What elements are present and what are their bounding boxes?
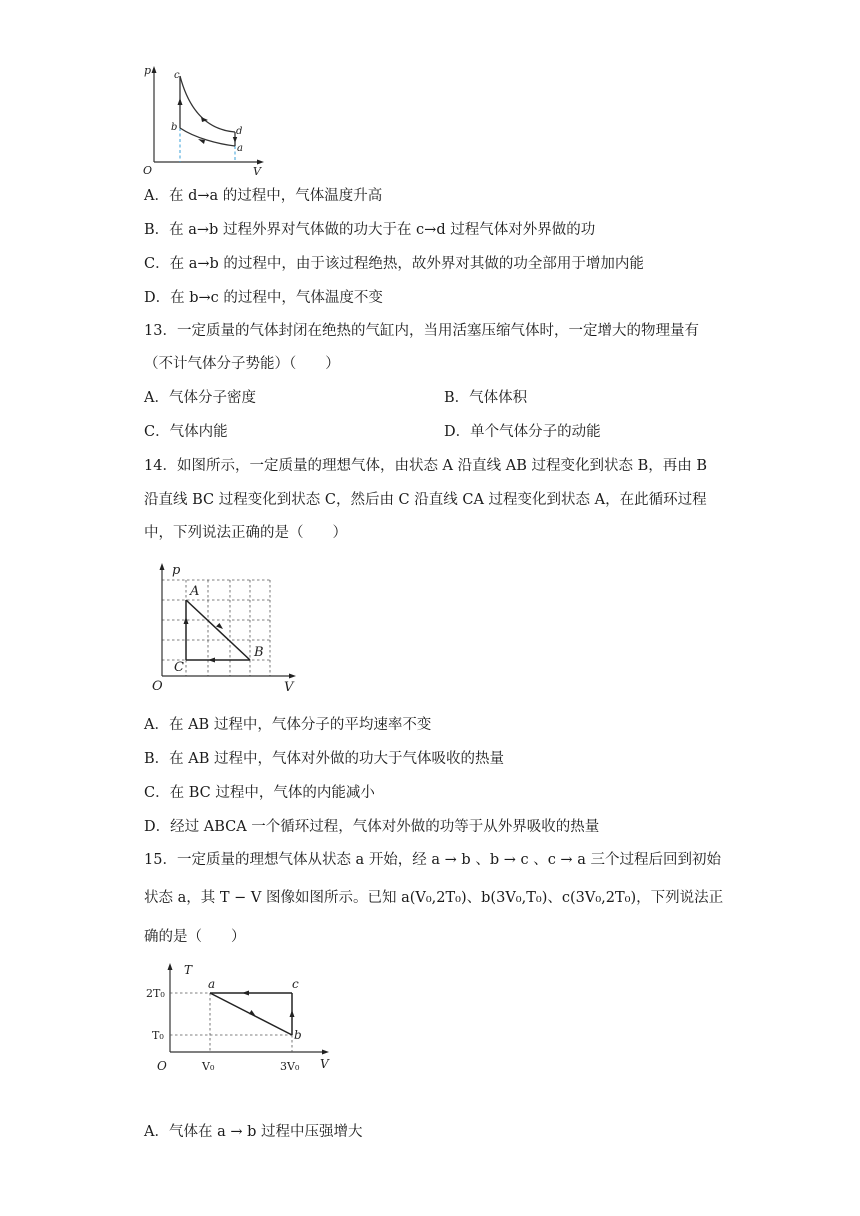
pv-grid-figure [146,560,306,700]
q13-option-a: A．气体分子密度 [144,390,256,406]
q13-stem-line-2: （不计气体分子势能）（ ） [144,356,340,372]
q13-option-d: D．单个气体分子的动能 [444,424,601,440]
q15-option-a: A．气体在 a → b 过程中压强增大 [144,1124,363,1140]
pv-cycle-figure [140,62,270,180]
point-label-b: B [254,645,264,660]
axis-label-v: V [253,165,261,178]
point-label-a: A [190,584,200,599]
point-label-c: c [174,70,180,81]
q14-stem-line-3: 中，下列说法正确的是（ ） [144,525,347,541]
q12-option-c: C．在 a→b 的过程中，由于该过程绝热，故外界对其做的功全部用于增加内能 [144,256,644,272]
point-label-d: d [236,126,243,137]
axis-label-p: p [172,563,181,578]
q14-option-c: C．在 BC 过程中，气体的内能减小 [144,785,375,801]
process-cd [180,76,235,132]
q14-option-d: D．经过 ABCA 一个循环过程，气体对外做的功等于从外界吸收的热量 [144,819,600,835]
tv-cycle-figure [144,958,344,1078]
process-ab [186,600,250,660]
x-tick-3v0: 3V₀ [280,1060,300,1073]
q14-stem-line-1: 14．如图所示，一定质量的理想气体，由状态 A 沿直线 AB 过程变化到状态 B，再由 B [144,458,708,474]
q15-stem-line-2: 状态 a，其 T − V 图像如图所示。已知 a(V₀,2T₀)、b(3V₀,T₀)、c(3V₀,2T₀)，下列说法正 [144,890,724,906]
q15-stem-line-3: 确的是（ ） [144,929,246,945]
origin-label: O [157,1059,167,1073]
axis-label-t: T [184,963,193,977]
q14-option-b: B．在 AB 过程中，气体对外做的功大于气体吸收的热量 [144,751,504,767]
origin-label: O [143,164,153,177]
point-label-b: b [294,1028,302,1042]
axis-label-p: p [144,64,152,77]
q13-stem-line-1: 13．一定质量的气体封闭在绝热的气缸内，当用活塞压缩气体时，一定增大的物理量有 [144,323,699,339]
q15-stem-line-1: 15．一定质量的理想气体从状态 a 开始，经 a → b 、b → c 、c → a 三个过程后回到初始 [144,852,721,868]
q13-option-b: B．气体体积 [444,390,528,406]
q12-option-d: D．在 b→c 的过程中，气体温度不变 [144,290,383,306]
point-label-c: c [292,977,299,991]
point-label-c: C [174,660,184,675]
q13-option-c: C．气体内能 [144,424,228,440]
axis-label-v: V [284,680,294,695]
y-tick-t0: T₀ [152,1029,164,1042]
point-label-b: b [171,122,178,133]
x-tick-v0: V₀ [202,1060,215,1073]
point-label-a: a [237,143,243,154]
q14-option-a: A．在 AB 过程中，气体分子的平均速率不变 [144,717,432,733]
origin-label: O [152,679,163,694]
q12-option-b: B．在 a→b 过程外界对气体做的功大于在 c→d 过程气体对外界做的功 [144,222,596,238]
point-label-a: a [208,977,216,991]
q14-stem-line-2: 沿直线 BC 过程变化到状态 C，然后由 C 沿直线 CA 过程变化到状态 A，在此循环过程 [144,492,707,508]
y-tick-2t0: 2T₀ [146,987,165,1000]
q12-option-a: A．在 d→a 的过程中，气体温度升高 [144,188,383,204]
axis-label-v: V [320,1057,329,1071]
